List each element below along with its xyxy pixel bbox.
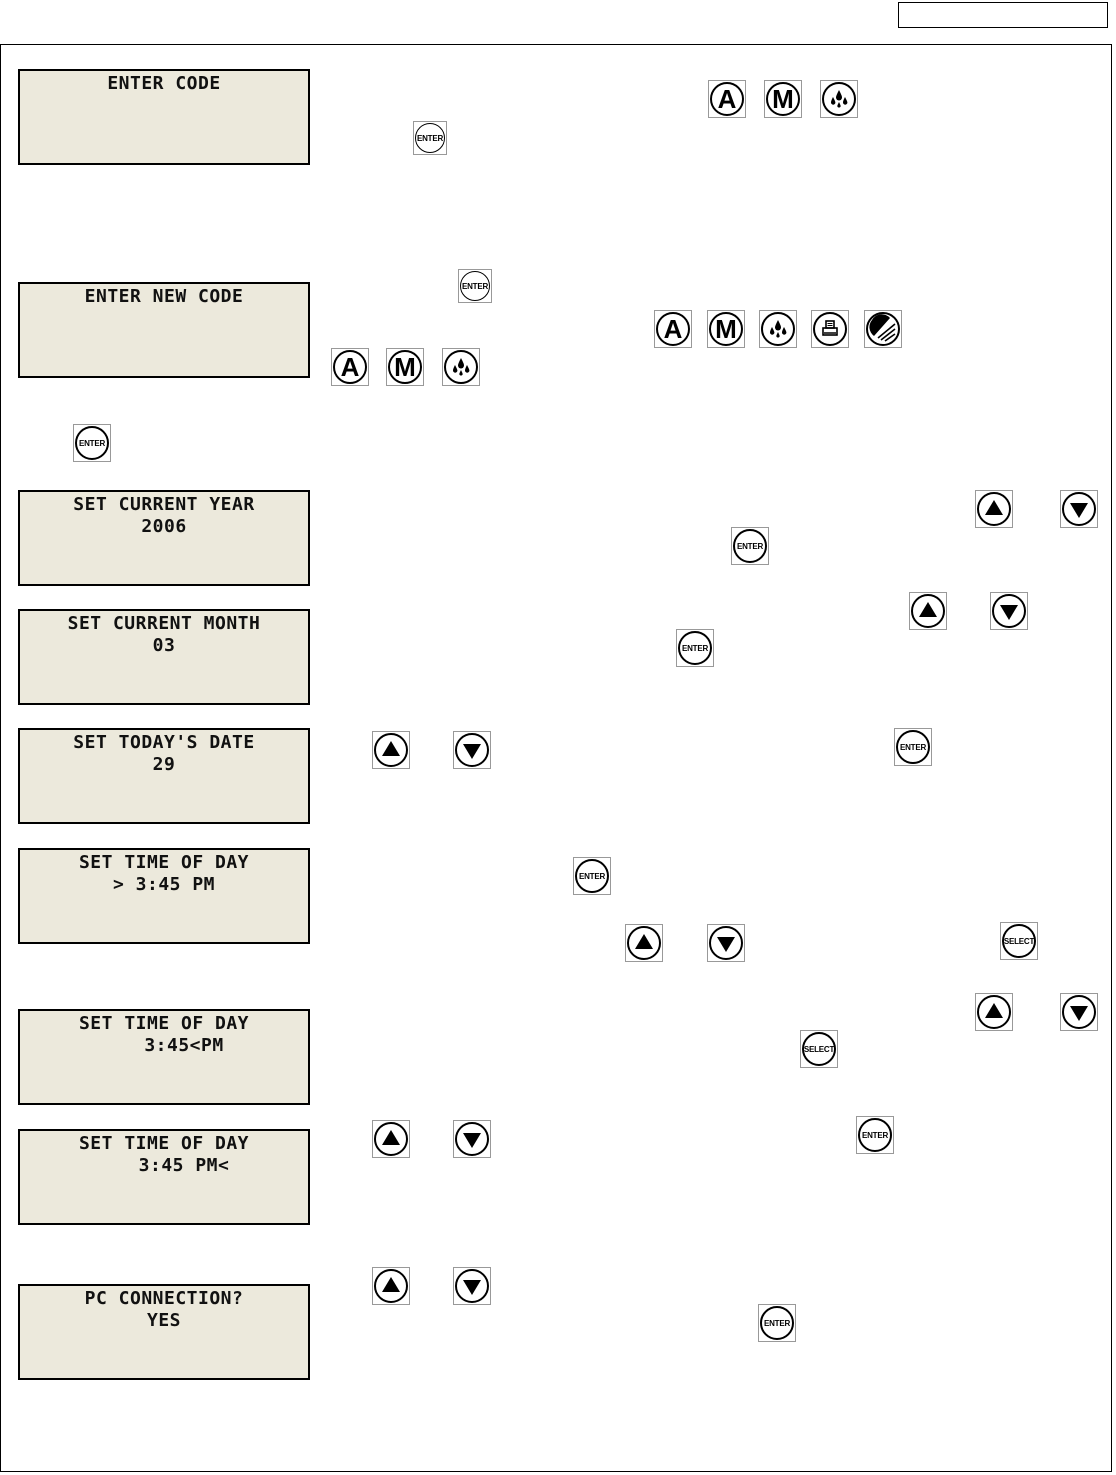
- lcd-line-1: SET CURRENT MONTH: [67, 613, 261, 634]
- down-arrow-button-icon: [453, 1120, 491, 1158]
- lcd-line-1: ENTER CODE: [107, 73, 221, 94]
- water-drops-icon: [442, 348, 480, 386]
- auto-button-icon: A: [654, 310, 692, 348]
- lcd-screen-time-of-day-minute: [18, 1009, 310, 1105]
- enter-button-icon: ENTER: [731, 527, 769, 565]
- up-arrow-button-icon: [372, 1120, 410, 1158]
- lcd-line-2: 03: [152, 635, 176, 656]
- lcd-line-1: SET TIME OF DAY: [78, 852, 250, 873]
- up-arrow-button-icon: [372, 1267, 410, 1305]
- enter-button-icon: ENTER: [894, 728, 932, 766]
- water-drops-icon: [820, 80, 858, 118]
- page-label-box: [898, 2, 1108, 28]
- lcd-screen-enter-new-code: [18, 282, 310, 378]
- lcd-line-2: 2006: [141, 516, 187, 537]
- lcd-line-1: SET TODAY'S DATE: [73, 732, 255, 753]
- up-arrow-button-icon: [372, 731, 410, 769]
- enter-button-icon: ENTER: [458, 269, 492, 303]
- auto-button-icon: A: [331, 348, 369, 386]
- lcd-line-1: SET TIME OF DAY: [78, 1133, 250, 1154]
- lcd-line-1: SET CURRENT YEAR: [73, 494, 255, 515]
- select-button-icon: SELECT: [800, 1030, 838, 1068]
- lcd-line-2: 29: [152, 754, 176, 775]
- up-arrow-button-icon: [975, 993, 1013, 1031]
- up-arrow-button-icon: [625, 924, 663, 962]
- lcd-line-2: 3:45 PM<: [138, 1155, 230, 1176]
- enter-button-icon: ENTER: [758, 1304, 796, 1342]
- lcd-screen-todays-date: [18, 728, 310, 824]
- up-arrow-button-icon: [975, 490, 1013, 528]
- manual-button-icon: M: [764, 80, 802, 118]
- enter-button-icon: ENTER: [413, 121, 447, 155]
- down-arrow-button-icon: [707, 924, 745, 962]
- down-arrow-button-icon: [1060, 993, 1098, 1031]
- lcd-screen-time-of-day-ampm: [18, 1129, 310, 1225]
- lcd-screen-time-of-day-hour: [18, 848, 310, 944]
- enter-button-icon: ENTER: [73, 424, 111, 462]
- lcd-line-2: > 3:45 PM: [112, 874, 216, 895]
- down-arrow-button-icon: [453, 1267, 491, 1305]
- up-arrow-button-icon: [909, 592, 947, 630]
- water-drops-icon: [759, 310, 797, 348]
- lcd-line-2: YES: [146, 1310, 181, 1331]
- lcd-line-1: SET TIME OF DAY: [78, 1013, 250, 1034]
- enter-button-icon: ENTER: [676, 629, 714, 667]
- lcd-screen-enter-code: [18, 69, 310, 165]
- lcd-screen-pc-connection: [18, 1284, 310, 1380]
- manual-button-icon: M: [707, 310, 745, 348]
- enter-button-icon: ENTER: [856, 1116, 894, 1154]
- lcd-screen-current-month: [18, 609, 310, 705]
- manual-button-icon: M: [386, 348, 424, 386]
- lcd-line-1: ENTER NEW CODE: [84, 286, 244, 307]
- lcd-line-1: PC CONNECTION?: [84, 1288, 244, 1309]
- down-arrow-button-icon: [990, 592, 1028, 630]
- sun-icon: [864, 310, 902, 348]
- select-button-icon: SELECT: [1000, 922, 1038, 960]
- printer-icon: [811, 310, 849, 348]
- down-arrow-button-icon: [453, 731, 491, 769]
- lcd-screen-current-year: [18, 490, 310, 586]
- lcd-line-2: 3:45<PM: [144, 1035, 224, 1056]
- auto-button-icon: A: [708, 80, 746, 118]
- down-arrow-button-icon: [1060, 490, 1098, 528]
- enter-button-icon: ENTER: [573, 857, 611, 895]
